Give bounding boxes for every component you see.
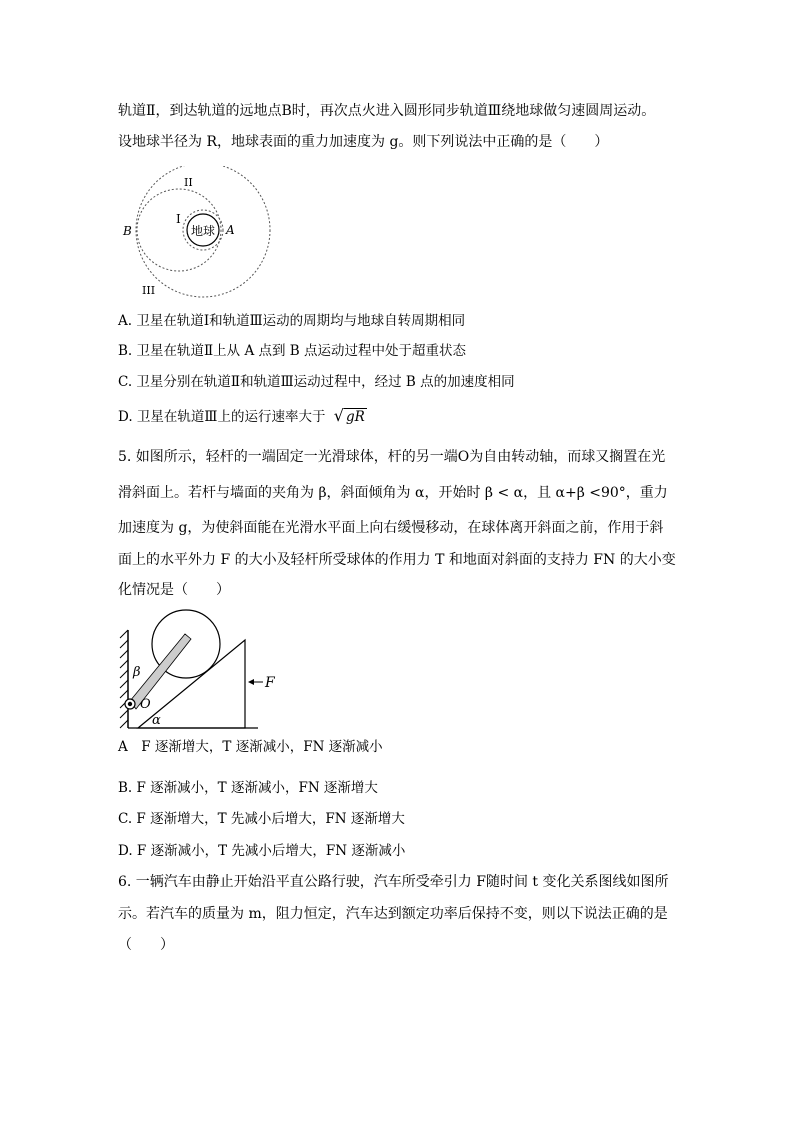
question-6-line: 示。若汽车的质量为 m，阻力恒定，汽车达到额定功率后保持不变，则以下说法正确的是: [118, 906, 668, 922]
option-a: A. 卫星在轨道Ⅰ和轨道Ⅲ运动的周期均与地球自转周期相同: [118, 313, 466, 329]
orbit-III-label: III: [142, 284, 156, 297]
option-d: [118, 406, 367, 427]
question-6-line: （ ）: [118, 937, 174, 953]
option-b: B. 卫星在轨道Ⅱ上从 A 点到 B 点运动过程中处于超重状态: [118, 343, 467, 359]
sqrt-icon: √: [333, 406, 344, 425]
question-5-line: 化情况是（ ）: [118, 582, 230, 598]
sqrt-radicand: gR: [345, 409, 365, 425]
orbit-I-label: I: [176, 212, 181, 226]
option-d-text: D. 卫星在轨道Ⅲ上的运行速率大于: [118, 409, 326, 425]
force-label: F: [265, 675, 275, 691]
force-arrow-head: [248, 679, 254, 685]
question-5-line: 5. 如图所示，轻杆的一端固定一光滑球体，杆的另一端O为自由转动轴，而球又搁置在光: [118, 449, 666, 465]
question-text-line: 轨道Ⅱ，到达轨道的远地点B时，再次点火进入圆形同步轨道Ⅲ绕地球做匀速圆周运动。: [118, 103, 656, 119]
pivot-inner: [128, 702, 132, 706]
wall-hatching: [120, 630, 128, 728]
question-5-line: 滑斜面上。若杆与墙面的夹角为 β，斜面倾角为 α，开始时 β < α，且 α+β <90°，重力: [118, 485, 668, 501]
earth-label: 地球: [190, 224, 216, 238]
question-5-line: 加速度为 g，为使斜面能在光滑水平面上向右缓慢移动，在球体离开斜面之前，作用于斜: [118, 520, 664, 536]
point-A-label: A: [226, 223, 235, 237]
question-6-line: 6. 一辆汽车由静止开始沿平直公路行驶，汽车所受牵引力 F随时间 t 变化关系图线如图所: [118, 874, 669, 890]
q5-option-d: D. F 逐渐减小，T 先减小后增大，FN 逐渐减小: [118, 843, 406, 859]
beta-label: β: [133, 665, 141, 680]
incline-diagram: [118, 608, 288, 732]
question-text-line: 设地球半径为 R，地球表面的重力加速度为 g。则下列说法中正确的是（ ）: [118, 134, 609, 150]
alpha-label: α: [152, 713, 161, 728]
question-5-line: 面上的水平外力 F 的大小及轻杆所受球体的作用力 T 和地面对斜面的支持力 FN 的大小变: [118, 552, 676, 568]
point-B-label: B: [123, 224, 132, 238]
orbit-diagram: [118, 166, 278, 302]
orbit-II-label: II: [184, 176, 193, 189]
pivot-label: O: [140, 697, 151, 712]
option-c: C. 卫星分别在轨道Ⅱ和轨道Ⅲ运动过程中，经过 B 点的加速度相同: [118, 374, 515, 390]
sqrt-expression: [334, 406, 367, 427]
q5-option-b: B. F 逐渐减小，T 逐渐减小，FN 逐渐增大: [118, 780, 378, 796]
q5-option-c: C. F 逐渐增大，T 先减小后增大，FN 逐渐增大: [118, 811, 405, 827]
q5-option-a: A F 逐渐增大，T 逐渐减小，FN 逐渐减小: [118, 739, 383, 755]
